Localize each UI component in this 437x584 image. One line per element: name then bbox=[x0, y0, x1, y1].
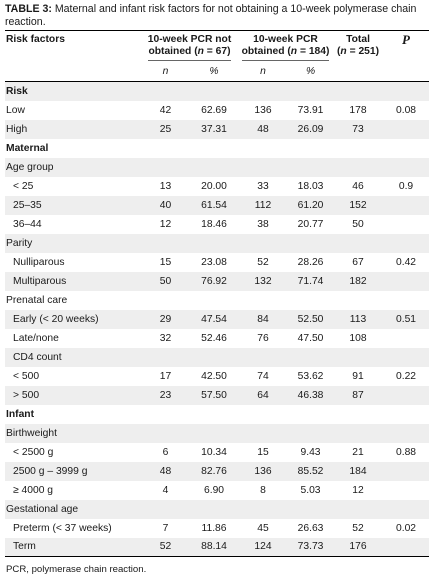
cell-pct-not-obtained bbox=[190, 234, 238, 253]
cell-n-obtained: 38 bbox=[257, 218, 269, 230]
cell-pct-obtained: 9.43 bbox=[300, 446, 321, 458]
cell-pct-obtained bbox=[288, 158, 333, 177]
cell-pct-not-obtained: 52.46 bbox=[201, 332, 227, 344]
row-label: Gestational age bbox=[6, 503, 79, 515]
cell-n-obtained: 15 bbox=[257, 446, 269, 458]
cell-pct-not-obtained: 57.50 bbox=[201, 389, 227, 401]
cell-pct-obtained: 28.26 bbox=[297, 256, 324, 268]
cell-n-obtained bbox=[238, 234, 288, 253]
cell-total: 113 bbox=[349, 313, 367, 325]
cell-total: 152 bbox=[349, 199, 367, 211]
cell-n-obtained: 136 bbox=[254, 465, 272, 477]
cell-n-not-obtained bbox=[141, 500, 190, 519]
row-label: 2500 g – 3999 g bbox=[13, 465, 88, 477]
cell-pct-not-obtained bbox=[190, 139, 238, 158]
table-row bbox=[5, 443, 429, 462]
row-label: Prenatal care bbox=[6, 294, 68, 306]
cell-n-not-obtained bbox=[141, 139, 190, 158]
table-row bbox=[5, 462, 429, 481]
cell-total bbox=[333, 234, 383, 253]
cell-pct-not-obtained: 61.54 bbox=[201, 199, 227, 211]
cell-n-obtained: 52 bbox=[257, 256, 269, 268]
cell-n-not-obtained: 12 bbox=[159, 218, 172, 230]
cell-pct-obtained: 71.74 bbox=[297, 275, 324, 287]
cell-pct-not-obtained: 37.31 bbox=[201, 123, 227, 135]
cell-pct-obtained bbox=[288, 139, 333, 158]
cell-pct-not-obtained bbox=[190, 405, 238, 424]
table-row bbox=[5, 215, 429, 234]
cell-p-value bbox=[383, 215, 429, 234]
cell-n-not-obtained: 6 bbox=[162, 446, 169, 458]
header-total: Total (n = 251) bbox=[333, 31, 383, 62]
subheader-n-obtained: n bbox=[238, 61, 288, 82]
cell-total bbox=[333, 291, 383, 310]
cell-n-not-obtained: 50 bbox=[159, 275, 172, 287]
cell-n-obtained bbox=[238, 139, 288, 158]
cell-n-not-obtained: 32 bbox=[159, 332, 172, 344]
table-row bbox=[5, 538, 429, 557]
cell-p-value bbox=[383, 291, 429, 310]
cell-total: 50 bbox=[352, 218, 364, 230]
cell-pct-not-obtained bbox=[190, 500, 238, 519]
row-label: > 500 bbox=[13, 389, 40, 401]
cell-pct-obtained: 61.20 bbox=[297, 199, 324, 211]
cell-pct-not-obtained: 23.08 bbox=[201, 256, 227, 268]
table-row bbox=[5, 139, 429, 158]
cell-n-obtained: 48 bbox=[257, 123, 269, 135]
table-row bbox=[5, 367, 429, 386]
subheader-blank bbox=[5, 61, 141, 82]
cell-n-not-obtained: 23 bbox=[159, 389, 172, 401]
cell-n-obtained: 112 bbox=[254, 199, 272, 211]
cell-n-not-obtained: 15 bbox=[159, 256, 172, 268]
cell-pct-not-obtained bbox=[190, 424, 238, 443]
table-row bbox=[5, 234, 429, 253]
cell-n-obtained: 64 bbox=[257, 389, 269, 401]
cell-pct-obtained: 52.50 bbox=[297, 313, 324, 325]
cell-pct-obtained: 26.63 bbox=[297, 522, 324, 534]
cell-p-value bbox=[383, 386, 429, 405]
cell-n-obtained: 136 bbox=[254, 104, 272, 116]
cell-total: 182 bbox=[349, 275, 367, 287]
row-label: Birthweight bbox=[6, 427, 57, 439]
cell-p-value bbox=[383, 500, 429, 519]
cell-n-not-obtained: 13 bbox=[159, 180, 172, 192]
cell-n-obtained bbox=[238, 291, 288, 310]
cell-pct-obtained bbox=[288, 348, 333, 367]
cell-pct-not-obtained: 18.46 bbox=[201, 218, 227, 230]
cell-p-value: 0.08 bbox=[395, 104, 417, 116]
cell-n-not-obtained bbox=[141, 405, 190, 424]
cell-n-obtained: 45 bbox=[257, 522, 269, 534]
cell-pct-not-obtained bbox=[190, 158, 238, 177]
cell-p-value bbox=[383, 424, 429, 443]
cell-n-not-obtained: 17 bbox=[159, 370, 172, 382]
cell-total: 176 bbox=[333, 538, 383, 557]
cell-p-value bbox=[383, 234, 429, 253]
row-label: Multiparous bbox=[13, 275, 67, 287]
cell-p-value bbox=[383, 139, 429, 158]
row-label: Maternal bbox=[6, 142, 49, 154]
cell-total bbox=[333, 500, 383, 519]
cell-n-obtained: 84 bbox=[257, 313, 269, 325]
cell-n-not-obtained: 7 bbox=[162, 522, 169, 534]
cell-pct-not-obtained bbox=[190, 291, 238, 310]
cell-n-obtained bbox=[238, 158, 288, 177]
cell-p-value bbox=[383, 348, 429, 367]
cell-pct-obtained: 46.38 bbox=[297, 389, 324, 401]
cell-total: 21 bbox=[352, 446, 364, 458]
table-body bbox=[5, 82, 429, 557]
cell-pct-obtained bbox=[288, 424, 333, 443]
cell-n-obtained bbox=[238, 82, 288, 101]
cell-n-not-obtained: 48 bbox=[159, 465, 172, 477]
cell-n-not-obtained: 29 bbox=[159, 313, 172, 325]
table-row bbox=[5, 177, 429, 196]
table-row bbox=[5, 101, 429, 120]
cell-pct-obtained bbox=[288, 500, 333, 519]
row-label: Preterm (< 37 weeks) bbox=[13, 522, 112, 534]
header-pcr-obtained: 10-week PCR obtained (n = 184) bbox=[238, 31, 333, 62]
table-row bbox=[5, 519, 429, 538]
cell-p-value: 0.88 bbox=[395, 446, 417, 458]
table-footnote: PCR, polymerase chain reaction. bbox=[6, 564, 147, 575]
row-label: Late/none bbox=[13, 332, 59, 344]
cell-total: 91 bbox=[352, 370, 364, 382]
header-p-value: P bbox=[383, 31, 429, 62]
cell-n-not-obtained: 52 bbox=[141, 538, 190, 557]
table-caption-label: TABLE 3: bbox=[5, 3, 52, 15]
row-label: < 500 bbox=[13, 370, 40, 382]
cell-pct-obtained: 73.91 bbox=[297, 104, 324, 116]
cell-pct-not-obtained bbox=[190, 348, 238, 367]
row-label: Nulliparous bbox=[13, 256, 65, 268]
cell-pct-not-obtained: 47.54 bbox=[201, 313, 227, 325]
cell-pct-obtained: 85.52 bbox=[297, 465, 324, 477]
cell-p-value bbox=[383, 329, 429, 348]
cell-total: 178 bbox=[349, 104, 367, 116]
cell-total bbox=[333, 139, 383, 158]
table-row bbox=[5, 272, 429, 291]
row-label: Risk bbox=[6, 85, 28, 97]
cell-p-value: 0.51 bbox=[395, 313, 417, 325]
row-label: Term bbox=[5, 538, 141, 557]
cell-total bbox=[333, 348, 383, 367]
cell-p-value bbox=[383, 158, 429, 177]
cell-n-not-obtained bbox=[141, 291, 190, 310]
cell-pct-obtained: 73.73 bbox=[288, 538, 333, 557]
header-risk-factors: Risk factors bbox=[5, 31, 141, 62]
cell-total: 67 bbox=[352, 256, 364, 268]
cell-pct-not-obtained bbox=[190, 82, 238, 101]
cell-n-not-obtained bbox=[141, 348, 190, 367]
table-row bbox=[5, 348, 429, 367]
cell-pct-obtained bbox=[288, 234, 333, 253]
cell-total: 108 bbox=[349, 332, 367, 344]
cell-pct-obtained: 26.09 bbox=[297, 123, 324, 135]
cell-p-value bbox=[383, 481, 429, 500]
row-label: Parity bbox=[6, 237, 33, 249]
row-label: ≥ 4000 g bbox=[13, 484, 54, 496]
row-label: 25–35 bbox=[13, 199, 42, 211]
row-label: 36–44 bbox=[13, 218, 42, 230]
table-row bbox=[5, 120, 429, 139]
table-row bbox=[5, 82, 429, 101]
cell-n-obtained: 74 bbox=[257, 370, 269, 382]
table-row bbox=[5, 386, 429, 405]
cell-n-not-obtained: 40 bbox=[159, 199, 172, 211]
cell-pct-not-obtained: 6.90 bbox=[203, 484, 225, 496]
cell-pct-obtained: 5.03 bbox=[300, 484, 321, 496]
cell-n-not-obtained: 25 bbox=[159, 123, 172, 135]
table-row bbox=[5, 253, 429, 272]
cell-n-obtained bbox=[238, 405, 288, 424]
cell-pct-obtained bbox=[288, 405, 333, 424]
table-row bbox=[5, 424, 429, 443]
table-row bbox=[5, 481, 429, 500]
table-container bbox=[5, 3, 429, 575]
row-label: Infant bbox=[6, 408, 35, 420]
cell-n-obtained bbox=[238, 348, 288, 367]
cell-p-value bbox=[383, 272, 429, 291]
table-row bbox=[5, 329, 429, 348]
cell-pct-not-obtained: 42.50 bbox=[201, 370, 227, 382]
cell-p-value: 0.02 bbox=[395, 522, 417, 534]
cell-p-value bbox=[383, 405, 429, 424]
cell-p-value bbox=[383, 462, 429, 481]
cell-n-obtained: 76 bbox=[257, 332, 269, 344]
cell-p-value bbox=[383, 82, 429, 101]
cell-n-not-obtained bbox=[141, 82, 190, 101]
subheader-pct-not-obtained: % bbox=[190, 61, 238, 82]
cell-p-value: 0.42 bbox=[395, 256, 417, 268]
table-caption bbox=[5, 3, 429, 30]
cell-pct-not-obtained: 88.14 bbox=[190, 538, 238, 557]
cell-total: 73 bbox=[352, 123, 364, 135]
cell-n-obtained: 33 bbox=[257, 180, 269, 192]
cell-n-not-obtained: 42 bbox=[159, 104, 172, 116]
cell-n-obtained bbox=[238, 500, 288, 519]
cell-n-not-obtained bbox=[141, 234, 190, 253]
table-row bbox=[5, 500, 429, 519]
row-label: Age group bbox=[6, 161, 54, 173]
cell-n-not-obtained bbox=[141, 158, 190, 177]
cell-n-not-obtained bbox=[141, 424, 190, 443]
cell-n-not-obtained: 4 bbox=[162, 484, 169, 496]
row-label: Low bbox=[6, 104, 25, 116]
cell-total: 12 bbox=[352, 484, 364, 496]
table-row bbox=[5, 310, 429, 329]
cell-total: 87 bbox=[352, 389, 364, 401]
header-pcr-not-obtained: 10-week PCR not obtained (n = 67) bbox=[141, 31, 238, 62]
cell-total: 52 bbox=[352, 522, 364, 534]
cell-total bbox=[333, 82, 383, 101]
cell-pct-obtained: 20.77 bbox=[297, 218, 324, 230]
row-label: < 2500 g bbox=[13, 446, 54, 458]
cell-n-obtained: 8 bbox=[260, 484, 266, 496]
cell-pct-obtained: 18.03 bbox=[297, 180, 324, 192]
table-row bbox=[5, 291, 429, 310]
cell-pct-not-obtained: 82.76 bbox=[201, 465, 227, 477]
cell-total bbox=[333, 158, 383, 177]
cell-total bbox=[333, 424, 383, 443]
cell-n-obtained: 132 bbox=[254, 275, 272, 287]
cell-pct-obtained bbox=[288, 291, 333, 310]
cell-total: 46 bbox=[352, 180, 364, 192]
subheader-blank-p bbox=[383, 61, 429, 82]
cell-pct-not-obtained: 20.00 bbox=[201, 180, 227, 192]
cell-n-obtained bbox=[238, 424, 288, 443]
subheader-blank-total bbox=[333, 61, 383, 82]
cell-pct-not-obtained: 11.86 bbox=[201, 522, 227, 534]
table-row bbox=[5, 196, 429, 215]
cell-pct-obtained: 47.50 bbox=[297, 332, 324, 344]
table-row bbox=[5, 158, 429, 177]
cell-p-value: 0.9 bbox=[398, 180, 414, 192]
cell-p-value bbox=[383, 196, 429, 215]
cell-p-value bbox=[383, 120, 429, 139]
row-label: Early (< 20 weeks) bbox=[13, 313, 99, 325]
row-label: < 25 bbox=[13, 180, 34, 192]
cell-pct-obtained bbox=[288, 82, 333, 101]
risk-factor-table bbox=[5, 30, 429, 557]
table-caption-text: Maternal and infant risk factors for not obtaining a 10-week polymerase chain reaction. bbox=[5, 3, 417, 28]
cell-total bbox=[333, 405, 383, 424]
cell-total: 184 bbox=[349, 465, 367, 477]
cell-pct-not-obtained: 10.34 bbox=[201, 446, 227, 458]
subheader-pct-obtained: % bbox=[288, 61, 333, 82]
cell-p-value bbox=[383, 538, 429, 557]
subheader-n-not-obtained: n bbox=[141, 61, 190, 82]
cell-n-obtained: 124 bbox=[238, 538, 288, 557]
row-label: CD4 count bbox=[13, 351, 62, 363]
table-row bbox=[5, 405, 429, 424]
cell-pct-obtained: 53.62 bbox=[297, 370, 324, 382]
row-label: High bbox=[6, 123, 28, 135]
cell-pct-not-obtained: 76.92 bbox=[201, 275, 227, 287]
cell-pct-not-obtained: 62.69 bbox=[201, 104, 227, 116]
cell-p-value: 0.22 bbox=[395, 370, 417, 382]
